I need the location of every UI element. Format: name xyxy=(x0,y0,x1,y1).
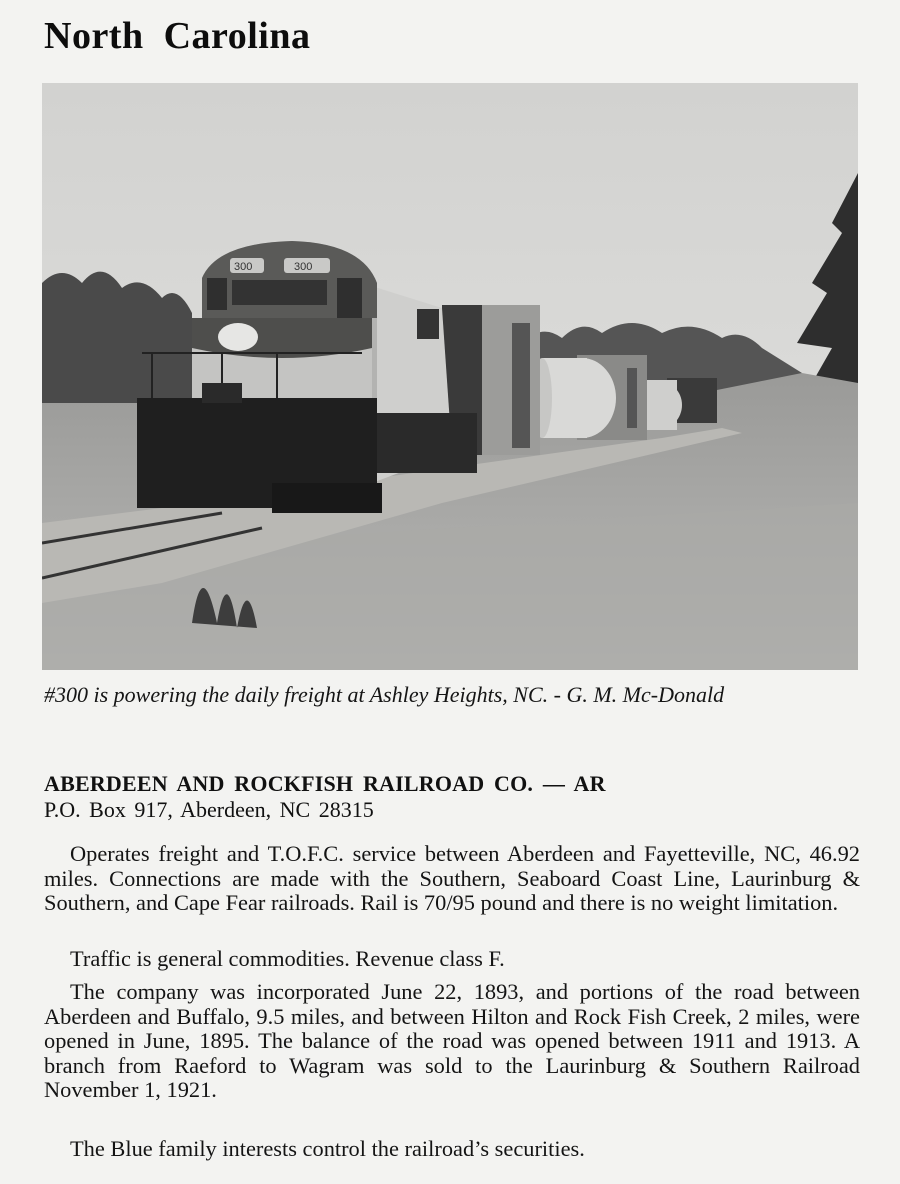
paragraph-traffic: Traffic is general commodities. Revenue class F. xyxy=(70,946,505,971)
photo-caption: #300 is powering the daily freight at Ashley Heights, NC. - G. M. Mc-Donald xyxy=(44,682,725,707)
page-title: North Carolina xyxy=(44,15,311,57)
svg-text:300: 300 xyxy=(234,261,253,273)
paragraph-history: The company was incorporated June 22, 1893, and portions of the road between Aberdeen and Buffalo, 9.5 miles, and between Hilton and Rock Fish Creek, 2 miles, were opened in June, 1895. The balance of the road was opened between 1911 and 1913. A branch from Raeford to Wagram was sold to the Laurinburg & Southern Railroad November 1, 1921. xyxy=(44,979,860,1103)
paragraph-ownership: The Blue family interests control the railroad’s securities. xyxy=(70,1136,585,1161)
paragraph-operations: Operates freight and T.O.F.C. service between Aberdeen and Fayetteville, NC, 46.92 miles. Connections are made with the Southern, Seaboard Coast Line, Laurinburg & Southern, and Cape Fear railroads. Rail is 70/95 pound and there is no weight limitation. xyxy=(44,841,860,916)
railroad-address: P.O. Box 917, Aberdeen, NC 28315 xyxy=(44,797,374,822)
train-photo xyxy=(42,83,858,670)
railroad-name: ABERDEEN AND ROCKFISH RAILROAD CO. — AR xyxy=(44,771,606,796)
svg-text:300: 300 xyxy=(294,261,313,273)
